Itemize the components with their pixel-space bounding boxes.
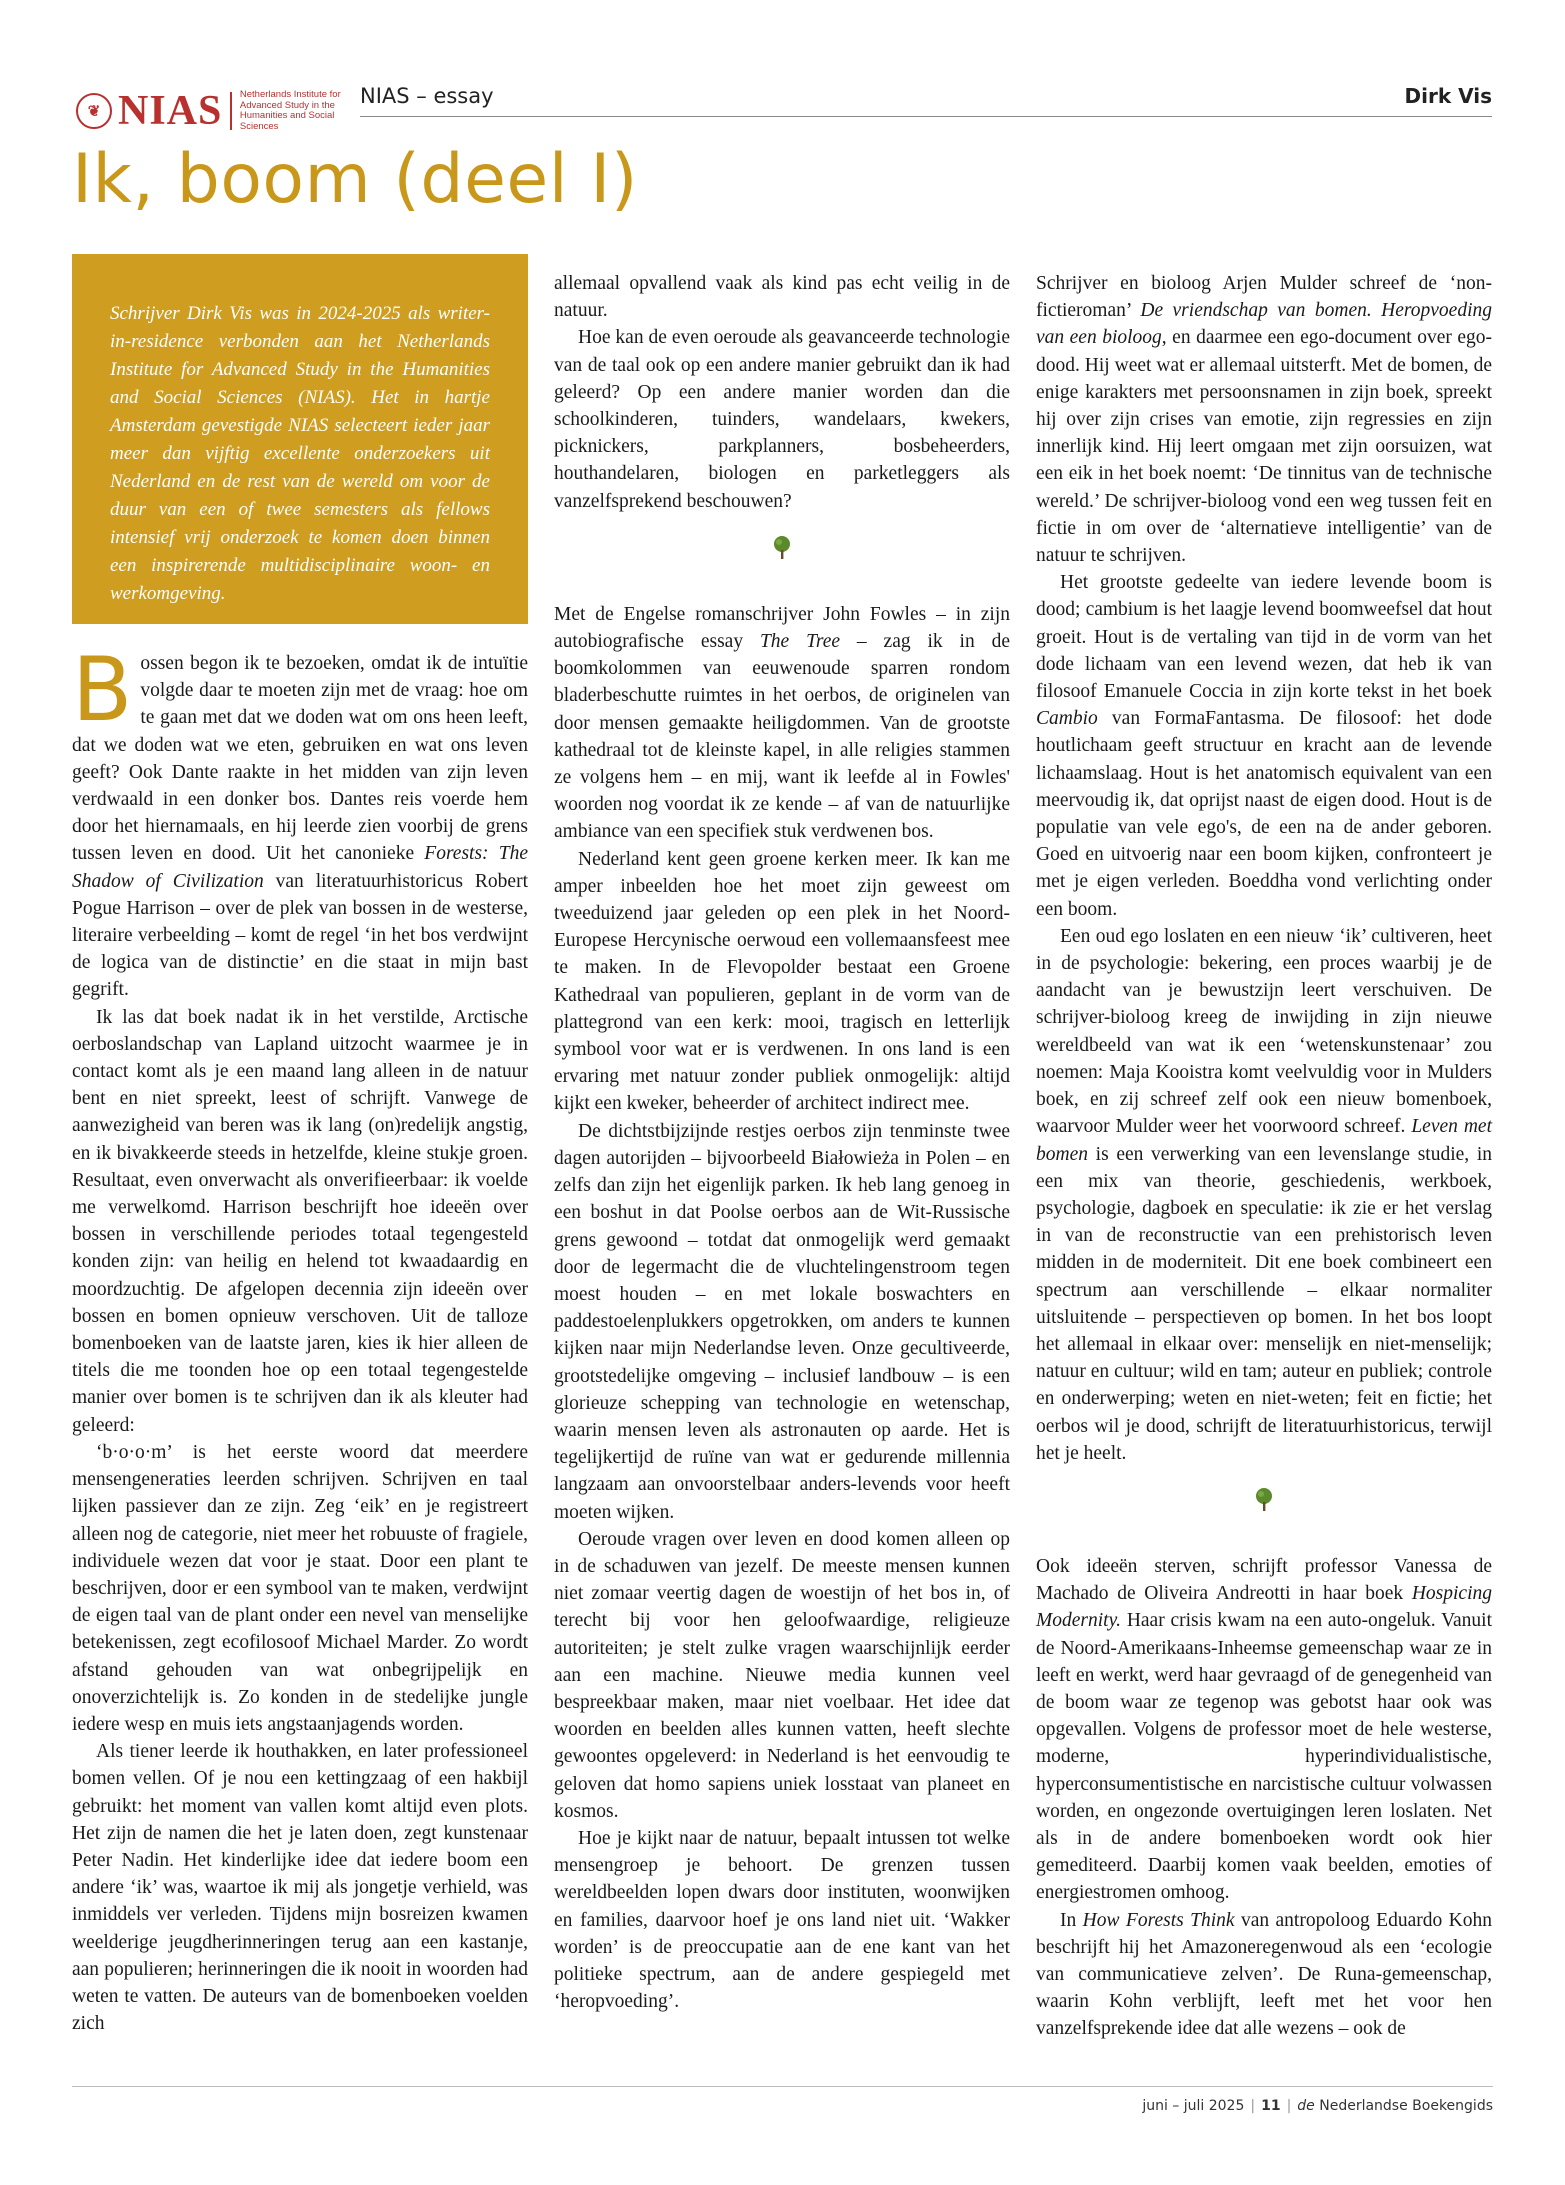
paragraph: ‘b·o·o·m’ is het eerste woord dat meerdere mensengeneraties leerden schrijven. Schrijven en taal lijken passiever dan ze zijn. Zeg ‘eik’ en je registreert alleen nog de categorie, niet meer het robuuste of fragiele, individuele wezen dat voor je staat. Door een plant te beschrijven, door er een symbool van te maken, verdwijnt de eigen taal van de plant onder een nevel van menselijke betekenissen, zegt ecofilosoof Michael Marder. Zo wordt afstand gehouden van wat onbegrijpelijk en onoverzichtelijk is. Zo konden in de stedelijke jungle iedere wesp en muis iets angstaanjagends worden. <box>72 1441 528 1735</box>
header-author: Dirk Vis <box>1404 84 1492 108</box>
paragraph: Hoe je kijkt naar de natuur, bepaalt intussen tot welke mensengroep je behoort. De grenzen tussen wereldbeelden lopen dwars door instituten, woonwijken en families, daarvoor hoef je ons land niet uit. ‘Wakker worden’ is de preoccupatie aan de ene kant van het politieke spectrum, aan de andere gespiegeld met ‘heropvoeding’. <box>554 1827 1010 2013</box>
paragraph: In How Forests Think van antropoloog Eduardo Kohn beschrijft hij het Amazoneregenwoud als een ‘ecologie van communicatieve zelven’. De Runa-gemeenschap, waarin Kohn verblijft, leeft met het voor hen vanzelfsprekende idee dat alle wezens – ook de <box>1036 1909 1492 2040</box>
page-header <box>72 78 1492 138</box>
column-1 <box>72 638 528 2037</box>
header-rule <box>360 116 1492 117</box>
logo-subtitle: Netherlands Institute for Advanced Study in the Humanities and Social Sciences <box>239 89 341 132</box>
column-2 <box>554 270 1010 2015</box>
tree-icon <box>1253 1487 1275 1513</box>
paragraph: Het grootste gedeelte van iedere levende boom is dood; cambium is het laagje levend boomweefsel dat hout groeit. Hout is de vertaling van tijd in de vorm van het dode lichaam van een levend wezen, dat heb ik van filosoof Emanuele Coccia in zijn korte tekst in het boek Cambio van FormaFantasma. De filosoof: het dode houtlichaam geeft structuur en kracht aan de levende lichaamslaag. Hout is het anatomisch equivalent van een meervoudig ik, dat oprijst naast de eigen dood. Hout is de populatie van vele ego's, de een na de ander geboren. Goed en uitvoerig naar een boom kijken, confronteert je met je eigen verleden. Boeddha vond verlichting onder een boom. <box>1036 572 1492 920</box>
tree-icon <box>771 535 793 561</box>
paragraph: allemaal opvallend vaak als kind pas echt veilig in de natuur. <box>554 273 1010 322</box>
paragraph: Een oud ego loslaten en een nieuw ‘ik’ cultiveren, heet in de psychologie: bekering, een proces waarbij je de aandacht van je bewustzijn leert verschuiven. De schrijver-bioloog kreeg de inwijding in zijn nieuwe wereldbeeld van wat ik een ‘wetenskunstenaar’ zou noemen: Maja Kooistra komt veelvuldig voor in Mulders boek, en zij schreef zelf ook een nieuw bomenboek, waarvoor Mulder weer het voorwoord schreef. Leven met bomen is een verwerking van een levenslange studie, in een mix van theorie, geschiedenis, werkboek, psychologie, dagboek en speculatie: ik zie er het verslag in van de reconstructie van een prehistorisch leven midden in de moderniteit. Dit ene boek combineert een spectrum aan verschillende – elkaar normaliter uitsluitende – perspectieven op bomen. In het bos loopt het allemaal in elkaar over: menselijk en niet-menselijk; natuur en cultuur; wild en tam; auteur en publiek; controle en onderwerping; weten en niet-weten; feit en fictie; het oerbos wil je dood, schrijft de literatuurhistoricus, terwijl het je heelt. <box>1036 925 1492 1464</box>
drop-cap: B <box>72 638 133 741</box>
nias-logo <box>76 90 370 132</box>
paragraph: Ik las dat boek nadat ik in het verstilde, Arctische oerboslandschap van Lapland uitzocht waarmee je in contact komt als je een maand lang alleen in de natuur bent en niet spreekt, leest of schrijft. Vanwege de aanwezigheid van beren was ik lang (on)redelijk angstig, en ik bivakkeerde steeds in hetzelfde, kleine stukje groen. Resultaat, even onverwacht als onverifieerbaar: ik voelde me verwelkomd. Harrison beschrijft hoe ideeën over bossen in verschillende periodes totaal tegengesteld konden zijn: van heilig en helend tot kwaadaardig en moordzuchtig. De afgelopen decennia zijn ideeën over bossen en bomen opnieuw verschoven. Uit de talloze bomenboeken van de laatste jaren, kies ik hier alleen de titels die me toonden hoe op een totaal tegengestelde manier over bomen is te schrijven dan ik als kleuter had geleerd: <box>72 1006 528 1436</box>
page-number: 11 <box>1261 2098 1281 2114</box>
paragraph: Bossen begon ik te bezoeken, omdat ik de intuïtie volgde daar te moeten zijn met de vraag: hoe om te gaan met dat we doden wat om ons heen leeft, dat we doden wat we eten, gebruiken en wat ons leven geeft? Ook Dante raakte in het midden van zijn leven verdwaald in een donker bos. Dantes reis voerde hem door het hiernamaals, en hij leerde zien voorbij de grens tussen leven en dood. Uit het canonieke Forests: The Shadow of Civilization van literatuurhistoricus Robert Pogue Harrison – over de plek van bossen in de westerse, literaire verbeelding – komt de regel ‘in het bos verdwijnt de logica van de distinctie’ en die staat in mijn bast gegrift. <box>72 638 528 1001</box>
paragraph: Met de Engelse romanschrijver John Fowles – in zijn autobiografische essay The Tree – zag ik in de boomkolommen van eeuwenoude sparren rondom bladerbeschutte ruimtes in het oerbos, de originelen van door mensen gemaakte heiligdommen. Van de grootste kathedraal tot de kleinste kapel, in alle religies stammen ze volgens hem – en mij, want ik leefde al in Fowles' woorden nog voordat ik ze kende – af van de natuurlijke ambiance van een specifiek stuk verdwenen bos. <box>554 603 1010 843</box>
logo-wordmark: NIAS <box>118 88 223 134</box>
paragraph: Als tiener leerde ik houthakken, en later professioneel bomen vellen. Of je nou een kettingzaag of een hakbijl gebruikt: het moment van vallen komt altijd even plots. Het zijn de namen die het je laten doen, zegt kunstenaar Peter Nadin. Het kinderlijke idee dat iedere boom een andere ‘ik’ was, waartoe ik mij als jongetje verhield, was inmiddels ver verleden. Tijdens mijn bosreizen kwamen weelderige jeugdherinneringen terug aan een kastanje, aan populieren; herinneringen die ik nooit in woorden had weten te vatten. De auteurs van de bomenboeken voelden zich <box>72 1741 528 2035</box>
paragraph: Schrijver en bioloog Arjen Mulder schreef de ‘non-fictieroman’ De vriendschap van bomen. Heropvoeding van een bioloog, en daarmee een ego-document over ego-dood. Hij weet wat er allemaal uitsterft. Met de bomen, de enige karakters met persoonsnamen in zijn boek, spreekt hij over zijn crises van emotie, zijn regressies en zijn innerlijk kind. Hij leert omgaan met zijn oorsuizen, wat een eik in het boek noemt: ‘De tinnitus van de technische wereld.’ De schrijver-bioloog vond een weg tussen feit en fictie in om over de ‘alternatieve intelligentie’ van de natuur te schrijven. <box>1036 273 1492 567</box>
publication-prefix: de <box>1297 2098 1315 2114</box>
paragraph: Ook ideeën sterven, schrijft professor Vanessa de Machado de Oliveira Andreotti in haar boek Hospicing Modernity. Haar crisis kwam na een auto-ongeluk. Vanuit de Noord-Amerikaans-Inheemse gemeenschap waar ze in leeft en werkt, werd haar gevraagd of de genegenheid van de boom waar ze tegenop was gebotst haar ook was opgevallen. Volgens de professor moet de hele westerse, moderne, hyperindividualistische, hyperconsumentistische en narcistische cultuur volwassen worden, en ongezonde overtuigingen leren loslaten. Net als in de andere bomenboeken wordt ook hier gemediteerd. Daarbij komen vaak beelden, emoties of energiestromen omhoog. <box>1036 1555 1492 1904</box>
section-kicker: NIAS – essay <box>360 84 494 108</box>
intro-box <box>72 254 528 624</box>
paragraph: Hoe kan de even oeroude als geavanceerde technologie van de taal ook op een andere manier gebruikt dan ik had geleerd? Op een andere manier worden dan die schoolkinderen, tuinders, wandelaars, kwekers, picknickers, parkplanners, bosbeheerders, houthandelaren, biologen en parketleggers als vanzelfsprekend beschouwen? <box>554 327 1010 512</box>
nias-emblem-icon: ❦ <box>76 93 112 129</box>
paragraph: De dichtstbijzijnde restjes oerbos zijn tenminste twee dagen autorijden – bijvoorbeeld Białowieża in Polen – en zelfs dan zijn het eigenlijk parken. Ik heb lang genoeg in een boshut in dat Poolse oerbos aan de Wit-Russische grens gewoond – totdat dat onmogelijk werd gemaakt door de legermacht die de vluchtelingenstroom tegen moest houden – en met lokale boswachters en paddestoelenplukkers opgetrokken, om anders te kunnen kijken naar mijn Nederlandse leven. Onze gecultiveerde, grootstedelijke omgeving – inclusief landbouw – is een glorieuze schepping van technologie en wetenschap, waarin mensen leven als astronauten op aarde. Het is tegelijkertijd de ruïne van wat er gedurende millennia langzaam aan onvoorstelbaar anders-levends voor heeft moeten wijken. <box>554 1120 1010 1523</box>
paragraph: Nederland kent geen groene kerken meer. Ik kan me amper inbeelden hoe het moet zijn geweest om tweeduizend jaar geleden op een plek in het Noord-Europese Hercynische oerwoud een vollemaansfeest mee te maken. In de Flevopolder bestaat een Groene Kathedraal van populieren, geplant in de vorm van de plattegrond van een kerk: mooi, tragisch en letterlijk symbool voor wat er is verdwenen. In ons land is een ervaring met natuur zonder publiek onmogelijk: altijd kijkt een kweker, beheerder of architect indirect mee. <box>554 848 1010 1115</box>
column-3 <box>1036 270 1492 2043</box>
footer-rule <box>72 2086 1493 2087</box>
article-title: Ik, boom (deel I) <box>72 140 638 219</box>
page-footer: juni – juli 2025 | 11 | de Nederlandse Boekengids <box>1142 2098 1493 2114</box>
intro-text: Schrijver Dirk Vis was in 2024-2025 als writer-in-residence verbonden aan het Netherlands Institute for Advanced Study in the Humanities and Social Sciences (NIAS). Het in hartje Amsterdam gevestigde NIAS selecteert ieder jaar meer dan vijftig excellente onderzoekers uit Nederland en de rest van de wereld om voor de duur van een of twee semesters als fellows intensief vrij onderzoek te komen doen binnen een inspirerende multidisciplinaire woon- en werkomgeving. <box>110 303 490 604</box>
paragraph: Oeroude vragen over leven en dood komen alleen op in de schaduwen van jezelf. De meeste mensen kunnen niet zomaar veertig dagen de woestijn of het bos in, of terecht bij voor hen geloofwaardige, religieuze autoriteiten; je stelt zulke vragen waarschijnlijk eerder aan een machine. Nieuwe media kunnen veel bespreekbaar maken, maar niet voelbaar. Het idee dat woorden en beelden alles kunnen vatten, heeft slechte gewoontes opgeleverd: in Nederland is het eenvoudig te geloven dat homo sapiens uniek losstaat van planeet en kosmos. <box>554 1528 1010 1822</box>
footer-date: juni – juli 2025 <box>1142 2098 1245 2114</box>
logo-divider <box>230 92 232 130</box>
publication-name: Nederlandse Boekengids <box>1319 2098 1493 2114</box>
